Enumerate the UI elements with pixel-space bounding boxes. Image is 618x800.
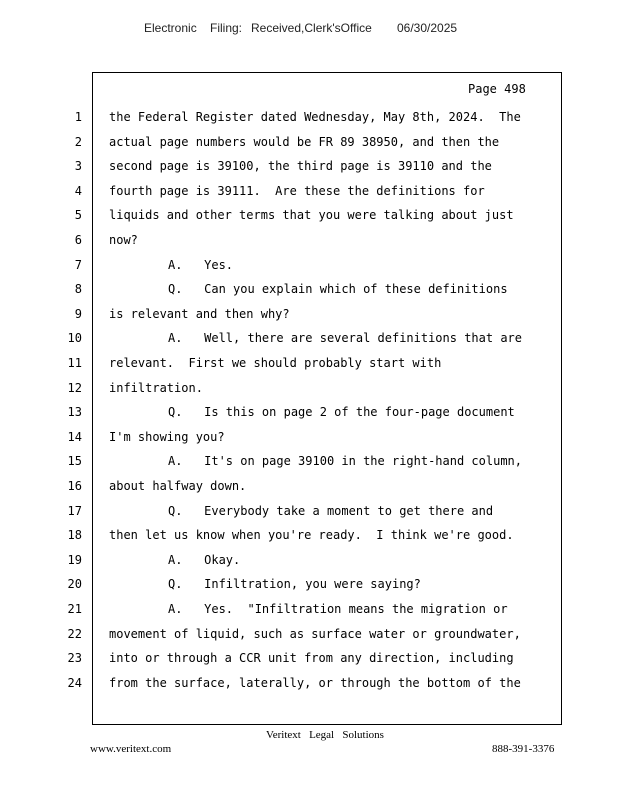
transcript-line bbox=[0, 184, 618, 208]
transcript-line bbox=[0, 331, 618, 355]
line-text: fourth page is 39111. Are these the definitions for bbox=[109, 183, 485, 198]
page-number: Page 498 bbox=[468, 82, 526, 96]
line-number: 24 bbox=[67, 675, 82, 690]
transcript-line bbox=[0, 233, 618, 257]
line-text: infiltration. bbox=[109, 380, 203, 395]
line-number: 4 bbox=[74, 183, 82, 198]
line-text: about halfway down. bbox=[109, 479, 247, 493]
transcript-line bbox=[0, 651, 618, 675]
line-text: actual page numbers would be FR 89 38950, and then the bbox=[109, 134, 500, 149]
line-number: 9 bbox=[74, 306, 82, 321]
transcript-line bbox=[0, 135, 618, 159]
filing-date: 06/30/2025 bbox=[397, 21, 458, 35]
line-number: 3 bbox=[74, 159, 82, 174]
transcript-line bbox=[0, 627, 618, 651]
line-text: A. Yes. "Infiltration means the migration or bbox=[168, 602, 508, 616]
line-text: then let us know when you're ready. I think we're good. bbox=[109, 528, 514, 543]
line-text: A. It's on page 39100 in the right-hand column, bbox=[168, 454, 523, 469]
line-text: A. Okay. bbox=[168, 552, 241, 567]
line-number: 12 bbox=[67, 380, 82, 395]
line-number: 11 bbox=[67, 356, 82, 370]
line-text: A. Yes. bbox=[168, 257, 234, 272]
line-number: 15 bbox=[67, 454, 82, 469]
line-text: A. Well, there are several definitions that are bbox=[168, 331, 523, 346]
transcript-line bbox=[0, 258, 618, 282]
line-number: 19 bbox=[67, 552, 82, 567]
filing-received: Received,Clerk'sOffice bbox=[251, 21, 372, 35]
line-number: 2 bbox=[74, 134, 82, 149]
line-text: the Federal Register dated Wednesday, May 8th, 2024. The bbox=[109, 110, 521, 124]
transcript-line bbox=[0, 676, 618, 700]
line-number: 13 bbox=[67, 405, 82, 420]
transcript-line bbox=[0, 553, 618, 577]
footer-phone: 888-391-3376 bbox=[492, 743, 555, 755]
line-text: is relevant and then why? bbox=[109, 306, 290, 321]
transcript-line bbox=[0, 110, 618, 134]
transcript-line bbox=[0, 282, 618, 306]
transcript-line bbox=[0, 381, 618, 405]
line-number: 22 bbox=[67, 626, 82, 641]
line-number: 14 bbox=[67, 429, 82, 444]
transcript-line bbox=[0, 159, 618, 183]
line-number: 8 bbox=[74, 282, 82, 297]
transcript-line bbox=[0, 307, 618, 331]
transcript-line bbox=[0, 528, 618, 552]
footer-website: www.veritext.com bbox=[90, 743, 172, 755]
line-text: liquids and other terms that you were talking about just bbox=[109, 208, 514, 223]
line-number: 20 bbox=[67, 577, 82, 592]
line-number: 10 bbox=[67, 331, 82, 346]
line-number: 21 bbox=[67, 602, 82, 616]
line-number: 6 bbox=[74, 233, 82, 247]
transcript-line bbox=[0, 504, 618, 528]
transcript-line bbox=[0, 356, 618, 380]
line-text: movement of liquid, such as surface water or groundwater, bbox=[109, 626, 521, 641]
line-number: 5 bbox=[74, 208, 82, 223]
line-number: 18 bbox=[67, 528, 82, 543]
transcript-line bbox=[0, 430, 618, 454]
line-text: second page is 39100, the third page is 39110 and the bbox=[109, 159, 492, 174]
line-text: into or through a CCR unit from any direction, including bbox=[109, 651, 514, 666]
filing-electronic: Electronic bbox=[144, 21, 197, 35]
line-number: 17 bbox=[67, 503, 82, 518]
transcript-line bbox=[0, 208, 618, 232]
transcript-line bbox=[0, 577, 618, 601]
line-number: 23 bbox=[67, 651, 82, 666]
line-number: 1 bbox=[74, 110, 82, 124]
line-text: Q. Everybody take a moment to get there and bbox=[168, 503, 494, 518]
line-text: now? bbox=[109, 233, 138, 247]
line-text: from the surface, laterally, or through the bottom of the bbox=[109, 675, 521, 690]
transcript-line bbox=[0, 454, 618, 478]
line-text: Q. Is this on page 2 of the four-page document bbox=[168, 405, 515, 420]
transcript-line bbox=[0, 405, 618, 429]
line-text: Q. Can you explain which of these definitions bbox=[168, 282, 508, 297]
filing-label: Filing: bbox=[210, 21, 243, 35]
line-text: relevant. First we should probably start with bbox=[109, 356, 442, 370]
transcript-line bbox=[0, 602, 618, 626]
line-number: 7 bbox=[74, 257, 82, 272]
transcript-line bbox=[0, 479, 618, 503]
line-text: Q. Infiltration, you were saying? bbox=[168, 577, 421, 592]
line-text: I'm showing you? bbox=[109, 429, 225, 444]
footer-company: Veritext Legal Solutions bbox=[266, 729, 384, 741]
line-number: 16 bbox=[67, 479, 82, 493]
